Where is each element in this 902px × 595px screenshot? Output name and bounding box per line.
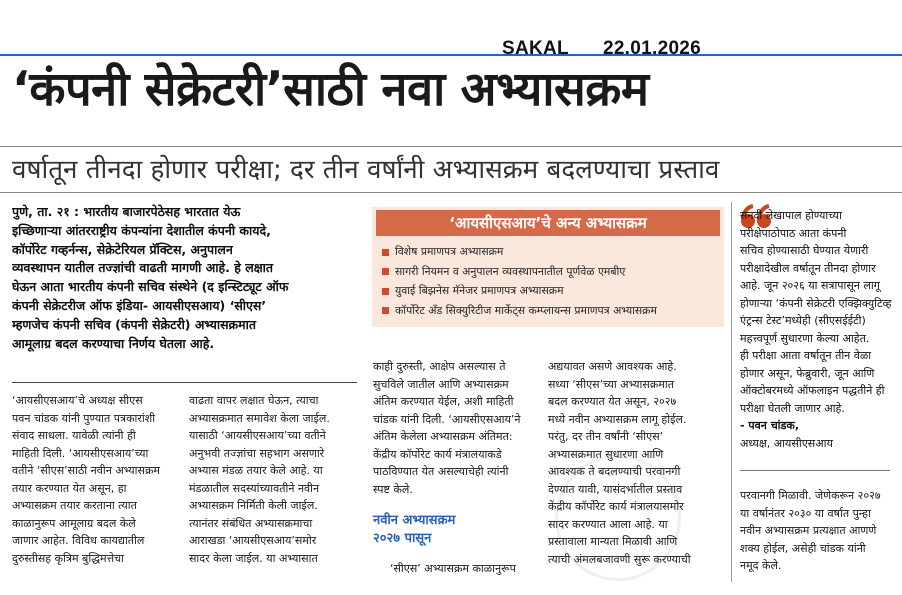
- section-heading-line-1: नवीन अभ्यासक्रम: [373, 513, 456, 528]
- col4-line: सादर करण्यात आला आहे. या: [548, 517, 668, 531]
- other-courses-title: ‘आयसीएसआय’चे अन्य अभ्यासक्रम: [376, 210, 720, 236]
- article-column-1: [12, 392, 177, 567]
- article-column-2: [189, 392, 357, 567]
- quote-attribution-name: - पवन चांडक,: [740, 419, 800, 432]
- lead-line: कंपनी सेक्रेटरीज ऑफ इंडिया- आयसीएसआय) ‘सीएस’: [12, 297, 267, 313]
- col1-line: वतीने ‘सीएस’साठी नवीन अभ्यासक्रम: [12, 464, 160, 477]
- lead-divider: [12, 382, 357, 383]
- col3-line: काही दुरुस्ती, आक्षेप असल्यास ते: [373, 360, 506, 373]
- col1-line: संवाद साधला. यावेळी त्यांनी ही: [12, 429, 136, 442]
- col2-line: यासाठी ‘आयसीएसआय’च्या वतीने: [189, 429, 326, 442]
- col2-line: आराखडा ‘आयसीएसआय’समोर: [189, 534, 317, 547]
- col3-line: अंतिम केलेला अभ्यासक्रम अंतिमत:: [373, 430, 513, 443]
- col1-line: माहिती दिली. ‘आयसीएसआय’च्या: [12, 446, 149, 460]
- quote-line: सनदी लेखापाल होण्याच्या: [740, 209, 842, 222]
- other-course-label: कॉर्पोरेट अँड सिक्युरिटीज मार्केट्स कम्प्लायन्स प्रमाणपत्र अभ्यासक्रम: [395, 303, 657, 317]
- lead-line: आमूलाग्र बदल करण्याचा निर्णय घेतला आहे.: [12, 335, 215, 351]
- quote-line: सचिव होण्यासाठी घेण्यात येणारी: [740, 244, 869, 257]
- newspaper-name: SAKAL: [502, 38, 569, 59]
- col4-line: मध्ये नवीन अभ्यासक्रम लागू होईल.: [548, 412, 687, 426]
- section-heading: [373, 512, 455, 548]
- other-courses-box: [372, 207, 724, 327]
- col1-line: तयार करण्यात येत असून, हा: [12, 481, 127, 495]
- headline: ‘कंपनी सेक्रेटरी’साठी नवा अभ्यासक्रम: [12, 62, 649, 117]
- col4-line: परंतु, दर तीन वर्षांनी ‘सीएस’: [548, 430, 664, 443]
- lead-line: पुणे, ता. २१ : भारतीय बाजारपेठेसह भारतात येऊ: [12, 204, 241, 219]
- col4-line: बदल करण्यात येत असून, २०२७: [548, 395, 677, 408]
- quote-line: परीक्षेपाठोपाठ आता कंपनी: [740, 226, 847, 240]
- top-rule: [0, 54, 902, 56]
- bullet-square-icon: [382, 288, 389, 295]
- headline-rule: [0, 146, 902, 147]
- column-3-continuation: [390, 560, 538, 578]
- col2-line: वाढता वापर लक्षात घेऊन, त्याचा: [189, 394, 319, 407]
- col4-line: अभ्यासक्रमात सुधारणा आणि: [548, 447, 664, 461]
- bullet-square-icon: [382, 307, 389, 314]
- quote-line: महत्त्वपूर्ण सुधारणा केल्या आहेत.: [740, 331, 870, 345]
- col4-line: आवश्यक ते बदलण्याची परवानगी: [548, 465, 681, 478]
- other-course-item: [382, 242, 720, 262]
- col5-line: नवीन अभ्यासक्रम प्रत्यक्षात आणणे: [740, 524, 877, 537]
- column-3-continuation-text: ‘सीएस’ अभ्यासक्रम काळानुरूप: [390, 562, 516, 575]
- other-course-label: विशेष प्रमाणपत्र अभ्यासक्रम: [395, 245, 504, 258]
- lead-line: व्यवस्थापन यातील तज्ज्ञांची वाढती मागणी आहे. हे लक्षात: [12, 260, 274, 276]
- col3-line: स्पष्ट केले.: [373, 482, 413, 496]
- col1-line: अभ्यासक्रम तयार करताना त्यात: [12, 499, 137, 512]
- col4-line: सध्या ‘सीएस’च्या अभ्यासक्रमात: [548, 377, 674, 391]
- col3-line: पाठविण्यात येत असल्याचेही त्यांनी: [373, 465, 509, 478]
- quote-line: ही परीक्षा आता वर्षातून तीन वेळा: [740, 349, 872, 362]
- article-column-5: [740, 487, 892, 575]
- col1-line: काळानुरूप आमूलाग्र बदल केले: [12, 516, 136, 530]
- col1-line: दुरुस्तीसह कृत्रिम बुद्धिमत्तेचा: [12, 551, 124, 565]
- col3-line: सुचविले जातील आणि अभ्यासक्रम: [373, 377, 509, 391]
- col2-line: अभ्यासक्रमात समावेश केला जाईल.: [189, 411, 330, 425]
- other-course-label: सागरी नियमन व अनुपालन व्यवस्थापनातील पूर्णवेळ एमबीए: [395, 264, 626, 278]
- col1-line: जाणार आहेत. विविध कायद्यातील: [12, 534, 145, 547]
- col2-line: अभ्यासक्रम निर्मिती केली जाईल.: [189, 499, 318, 512]
- lead-line: म्हणजेच कंपनी सचिव (कंपनी सेक्रेटरी) अभ्यासक्रमात: [12, 316, 256, 332]
- article-column-4: [548, 358, 724, 568]
- president-quote: [740, 207, 890, 452]
- bullet-square-icon: [382, 268, 389, 275]
- col5-line: शक्य होईल, असेही चांडक यांनी: [740, 541, 866, 555]
- quote-line: होणाऱ्या ‘कंपनी सेक्रेटरी एक्झिक्युटिव्ह: [740, 296, 892, 310]
- quote-attribution-role: अध्यक्ष, आयसीएसआय: [740, 436, 833, 450]
- other-courses-list: [382, 242, 720, 320]
- other-course-item: [382, 281, 720, 301]
- col1-line: पवन चांडक यांनी पुण्यात पत्रकारांशी: [12, 411, 156, 425]
- col2-line: अभ्यास मंडळ तयार केले आहे. या: [189, 464, 323, 477]
- section-heading-line-2: २०२७ पासून: [373, 531, 432, 546]
- col5-line: परवानगी मिळावी. जेणेकरून २०२७: [740, 489, 881, 502]
- lead-line: घेऊन आता भारतीय कंपनी सचिव संस्थेने (द इन्स्टिट्यूट ऑफ: [12, 279, 289, 295]
- other-course-item: [382, 262, 720, 282]
- subheadline: वर्षातून तीनदा होणार परीक्षा; दर तीन वर्षांनी अभ्यासक्रम बदलण्याचा प्रस्ताव: [12, 155, 720, 185]
- col4-line: प्रस्तावाला मान्यता मिळावी आणि: [548, 535, 678, 548]
- col2-line: मंडळातील सदस्यांच्यावतीने नवीन: [189, 481, 320, 495]
- quote-divider: [740, 470, 890, 471]
- quote-line: एंट्रन्स टेस्ट’मध्येही (सीएसईईटी): [740, 314, 866, 327]
- quote-line: परीक्षा घेतली जाणार आहे.: [740, 401, 845, 415]
- col4-line: केंद्रीय कॉर्पोरेट कार्य मंत्रालयासमोर: [548, 500, 684, 513]
- lead-line: कॉर्पोरेट गव्हर्नन्स, सेक्रेटेरियल प्रॅक्टिस, अनुपालन: [12, 241, 233, 257]
- col5-line: नमूद केले.: [740, 559, 782, 572]
- col3-line: चांडक यांनी दिली. ‘आयसीएसआय’ने: [373, 412, 521, 426]
- quote-line: होणार असून, फेब्रुवारी, जून आणि: [740, 366, 875, 380]
- col2-line: त्यानंतर संबंधित अभ्यासक्रमाचा: [189, 516, 313, 530]
- lead-paragraph: [12, 203, 357, 353]
- col4-line: अद्ययावत असणे आवश्यक आहे.: [548, 360, 677, 373]
- quote-line: परीक्षादेखील वर्षातून तीनदा होणार: [740, 261, 876, 275]
- right-column-divider: [731, 202, 732, 582]
- quote-line: आहे. जून २०२६ या सत्रापासून लागू: [740, 279, 880, 292]
- other-course-item: [382, 301, 720, 321]
- col3-line: केंद्रीय कॉर्पोरेट कार्य मंत्रालयाकडे: [373, 447, 502, 461]
- bullet-square-icon: [382, 249, 389, 256]
- lead-line: इच्छिणाऱ्या आंतरराष्ट्रीय कंपन्यांना देशातील कंपनी कायदे,: [12, 222, 271, 238]
- col4-line: देण्यात यावी, यासंदर्भातील प्रस्ताव: [548, 482, 683, 496]
- col2-line: अनुभवी तज्ज्ञांचा सहभाग असणारे: [189, 446, 325, 460]
- col2-line: सादर केला जाईल. या अभ्यासात: [189, 551, 318, 565]
- publication-date: 22.01.2026: [602, 38, 702, 59]
- col3-line: अंतिम करण्यात येईल, अशी माहिती: [373, 395, 514, 408]
- col1-line: ‘आयसीएसआय’चे अध्यक्ष सीएस: [12, 394, 143, 407]
- subhead-rule: [0, 192, 902, 193]
- article-column-3: [373, 358, 538, 498]
- other-course-label: युवाई बिझनेस मॅनेजर प्रमाणपत्र अभ्यासक्रम: [395, 284, 564, 297]
- col5-line: या वर्षानंतर २०३० या वर्षात पुन्हा: [740, 506, 871, 520]
- masthead: [502, 38, 701, 60]
- col4-line: त्याची अंमलबजावणी सुरू करण्याची: [548, 552, 691, 566]
- quote-line: ऑक्टोबरमध्ये ऑफलाइन पद्धतीने ही: [740, 384, 885, 397]
